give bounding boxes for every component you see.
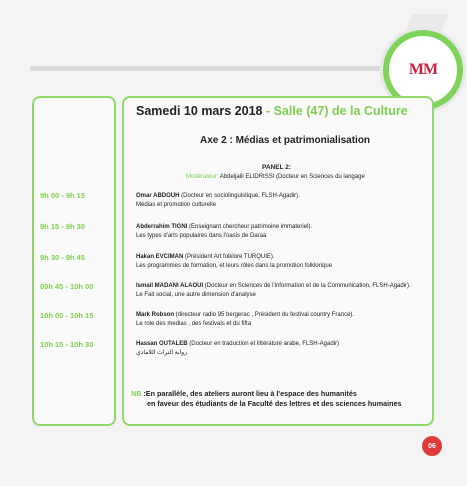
date-text: Samedi 10 mars 2018	[136, 104, 263, 118]
page-number-badge: 06	[422, 436, 442, 456]
panel-title: PANEL 2:	[262, 164, 292, 171]
moderator-name: Abdeljalil ELIDRISSI (Docteur en Sciences du langage	[218, 174, 365, 180]
talk-topic: Le role des medias , des festivals et du fifta	[136, 320, 252, 327]
note-line-2: en faveur des étudiants de la Faculté des lettres et des sciences humaines	[147, 399, 402, 408]
header-bar	[30, 66, 390, 71]
speaker-role: (Président Art folklore TURQUIE).	[183, 254, 275, 260]
speaker-name: Mark Robson	[136, 312, 175, 318]
speaker-role: (Docteur en Sciences de l'information et de la Communication, FLSH-Agadir).	[203, 283, 411, 289]
session-speaker	[136, 282, 432, 299]
session-speaker	[136, 253, 432, 270]
parallel-workshops-note	[131, 389, 401, 409]
session-time: 9h 30 - 9h 45	[40, 253, 86, 262]
date-separator: -	[262, 104, 274, 118]
speaker-name: Ismail MADANI ALAOUI	[136, 283, 204, 289]
salle-name: Salle (47) de la Culture	[273, 104, 408, 118]
session-time: 10h 00 - 10h 15	[40, 311, 94, 320]
speaker-name: Abderrahim TIGNI	[136, 224, 188, 230]
session-time: 9h 15 - 9h 30	[40, 222, 86, 231]
session-speaker	[136, 340, 432, 357]
speaker-role: (Docteur en traduction et littérature arabe, FLSH-Agadir)	[187, 341, 339, 347]
speaker-role: (Enseignant chercheur patrimoine immateriel).	[187, 224, 313, 230]
session-speaker	[136, 311, 432, 328]
session-speaker	[136, 223, 432, 240]
talk-topic: Le Fait social, une autre dimension d'analyse	[136, 291, 256, 298]
talk-topic: رواية التراث اللامادي	[136, 349, 188, 356]
talk-topic: Les programmes de formation, et leurs rôles dans la promotion folklorique	[136, 262, 333, 269]
talk-topic: Les types d'arts populaires dans l'oasis de Daraa	[136, 232, 267, 239]
speaker-name: Omar ABDOUH	[136, 193, 180, 199]
session-time: 09h 45 - 10h 00	[40, 282, 94, 291]
speaker-role: (Docteur en sociolinguistique, FLSH-Agadir).	[179, 193, 300, 199]
speaker-name: Hakan EVCIMAN	[136, 254, 184, 260]
session-speaker	[136, 192, 432, 209]
note-line-1: :En parallèle, des ateliers auront lieu à l'espace des humanités	[141, 389, 357, 398]
axe-title: Axe 2 : Médias et patrimonialisation	[200, 135, 371, 146]
speaker-name: Hassan OUTALEB	[136, 341, 188, 347]
moderator-line	[186, 174, 365, 180]
logo-mark: MM	[408, 60, 438, 78]
moderator-label: Modérateur:	[186, 174, 219, 180]
talk-topic: Médias et promotion culturelle	[136, 201, 217, 208]
note-label: NB	[131, 389, 142, 398]
speaker-role: (directeur radio 95 bergerac , Président du festival country France).	[174, 312, 355, 318]
session-time: 10h 15 - 10h 30	[40, 340, 94, 349]
session-date	[136, 104, 408, 118]
session-time: 9h 00 - 9h 15	[40, 191, 86, 200]
